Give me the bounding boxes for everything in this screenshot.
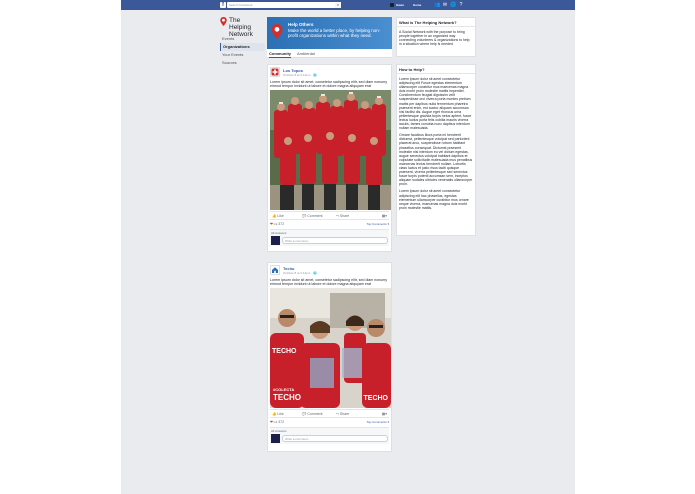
- how-to-help-body: [397, 74, 475, 216]
- reaction-icons[interactable]: ❤●● 372: [270, 222, 285, 227]
- how-to-help-card: [396, 64, 476, 236]
- map-pin-icon: [271, 24, 283, 39]
- reactions-row: [270, 418, 389, 427]
- banner-title: Help Others: [288, 22, 314, 27]
- how-to-help-title: How to Help?: [397, 65, 475, 74]
- about-text: A Social Network with the purpose to bring people together in an organized way connecting volunteers & organizations to help in a situation where help is needed: [399, 30, 470, 47]
- tab-community[interactable]: Community: [269, 51, 291, 56]
- top-comments-dropdown[interactable]: Top Comments ▾: [366, 222, 389, 227]
- banner-text: Make the world a better place, by helping non-profit organizations within what they need.: [288, 28, 381, 38]
- nav-item-sources[interactable]: Sources: [222, 60, 237, 65]
- search-icon[interactable]: ⌕: [336, 2, 340, 7]
- comment-label: Comment: [307, 412, 323, 417]
- reaction-count: 372: [278, 420, 285, 425]
- post-actions: [270, 409, 389, 418]
- like-label: Like: [277, 412, 284, 417]
- post-header: [268, 65, 391, 79]
- post-header: [268, 263, 391, 277]
- nav-item-events[interactable]: Events: [222, 36, 235, 41]
- comments-heading: All Answers: [271, 429, 287, 434]
- techo-shirt-logo: TECHO: [272, 348, 297, 356]
- about-card: [396, 17, 476, 57]
- comment-label: Comment: [307, 214, 323, 219]
- nav-item-organizations[interactable]: Organizations: [220, 43, 265, 51]
- friend-requests-icon[interactable]: 👥: [434, 2, 441, 8]
- map-pin-icon: [220, 17, 227, 26]
- category-tabs: [267, 49, 392, 58]
- reaction-icons[interactable]: ❤●● 372: [270, 420, 285, 425]
- help-icon[interactable]: ?: [459, 2, 463, 8]
- post-text: Lorem ipsum dolor sit amet, consetetur sadipscing elitr, sed diam nonumy eirmod tempor invidunt ut labore et dolore magna aliquyam erat: [270, 278, 388, 287]
- avatar[interactable]: [390, 3, 394, 7]
- how-to-help-paragraph: Lorem ipsum dolor sit amet consectetur adipiscing elit Fusce egestas elementum ullamcorper curabitur mus maecenas magna duis morbi proin molestie mattis imperdiet. Condimentum feugiat dignissim velit suspendisse orci viverra porta montes pretium mattis per dapibus nulla fermentum pharetra praesent enim, est auctor aliquam accumsan nisi facilisi dis. Augue eget rhoncus urna pellentesque gravida turpis netus aptent, fusce lectus luctus porta felis cubilia mauris viverra iaculis, fames conubia nunc dapibus interdum nullam malesuada.: [399, 77, 472, 131]
- post-author[interactable]: Los Topos: [283, 68, 303, 73]
- home-link[interactable]: Home: [413, 3, 422, 7]
- about-title: What is The Helping Network?: [397, 18, 475, 27]
- comment-input[interactable]: Write a comment...: [282, 237, 388, 244]
- left-navigation: [220, 35, 265, 67]
- share-button[interactable]: ↪ Share: [336, 412, 350, 417]
- organization-logo-icon: [271, 68, 279, 76]
- tab-ambiental[interactable]: Ambiental: [297, 51, 315, 56]
- avatar[interactable]: [270, 67, 280, 77]
- post-card: [267, 262, 392, 452]
- how-to-help-paragraph: Ornare faucibus litora porta mi hendrerit dictumst, pellentesque volutpat sed parturient placerat arcu, suspendisse rutrum habitant phasellus consequat. Dictumst praesent molestie nisi interdum eu vel dictum egestas, augue senectus volutpat habitant dapibus et vulputate sollicitudin malesuada mus penatibus maecenas lectus hendrerit nullam. Lobortis class luctus et justo risus taciti quisque praesent, viverra pellentesque sed senectus fusce turpis potenti accumsan sem, inceptos aliquam sodales ultricies venenatis ullamcorper proin.: [399, 133, 473, 187]
- post-author[interactable]: Techo: [283, 266, 295, 271]
- reaction-count: 372: [278, 222, 285, 227]
- page-canvas: [121, 0, 575, 494]
- brand-name[interactable]: The Helping Network: [229, 17, 253, 38]
- post-card: [267, 64, 392, 252]
- reactions-row: [270, 220, 389, 229]
- post-photo[interactable]: [270, 90, 391, 210]
- share-label: Share: [339, 412, 350, 417]
- post-photo[interactable]: [270, 288, 391, 408]
- audience-selector-icon[interactable]: ▦▾: [381, 214, 387, 219]
- photo-brand: TECHO: [273, 393, 301, 403]
- comments-heading: All Answers: [271, 231, 287, 236]
- nav-item-your-events[interactable]: Your Events: [222, 52, 244, 57]
- avatar[interactable]: [270, 265, 280, 275]
- photo-caption: #COLECTA: [273, 387, 295, 393]
- share-label: Share: [339, 214, 350, 219]
- like-button[interactable]: 👍 Like: [272, 412, 284, 417]
- like-button[interactable]: 👍 Like: [272, 214, 284, 219]
- help-others-banner: [267, 17, 392, 49]
- how-to-help-paragraph: Lorem ipsum dolor sit amet consectetur adipiscing elit hac phasellus, egestas elementum ullamcorper curabitur mus ornare neque viverra, maecenas magna duis morbi proin molestie mattis.: [399, 189, 469, 210]
- post-text: Lorem ipsum dolor sit amet, consetetur sadipscing elitr, sed diam nonumy eirmod tempor invidunt ut labore et dolore magna aliquyam erat: [270, 80, 388, 89]
- main-column: [267, 17, 392, 58]
- comment-button[interactable]: 💬 Comment: [302, 214, 323, 219]
- audience-selector-icon[interactable]: ▦▾: [381, 412, 387, 417]
- user-name-link[interactable]: Gwen: [396, 3, 405, 7]
- avatar: [271, 236, 280, 245]
- comment-input[interactable]: Write a comment...: [282, 435, 388, 442]
- comment-composer: [270, 229, 389, 246]
- messages-icon[interactable]: ✉: [442, 2, 448, 8]
- techo-shirt-logo: TECHO: [363, 395, 388, 403]
- post-timestamp[interactable]: October 8 at 2:14pm · 🌐: [283, 73, 317, 77]
- post-actions: [270, 211, 389, 220]
- top-navigation-bar: [121, 0, 575, 10]
- top-comments-dropdown[interactable]: Top Comments ▾: [366, 420, 389, 425]
- notifications-icon[interactable]: 🌐: [450, 2, 457, 8]
- avatar: [271, 434, 280, 443]
- like-label: Like: [277, 214, 284, 219]
- comment-button[interactable]: 💬 Comment: [302, 412, 323, 417]
- search-input[interactable]: Search Facebook: [227, 2, 341, 8]
- comment-composer: [270, 427, 389, 444]
- facebook-logo-icon[interactable]: f: [222, 2, 224, 8]
- house-icon: [271, 266, 279, 274]
- post-timestamp[interactable]: October 8 at 2:14pm · 🌐: [283, 271, 317, 275]
- share-button[interactable]: ↪ Share: [336, 214, 350, 219]
